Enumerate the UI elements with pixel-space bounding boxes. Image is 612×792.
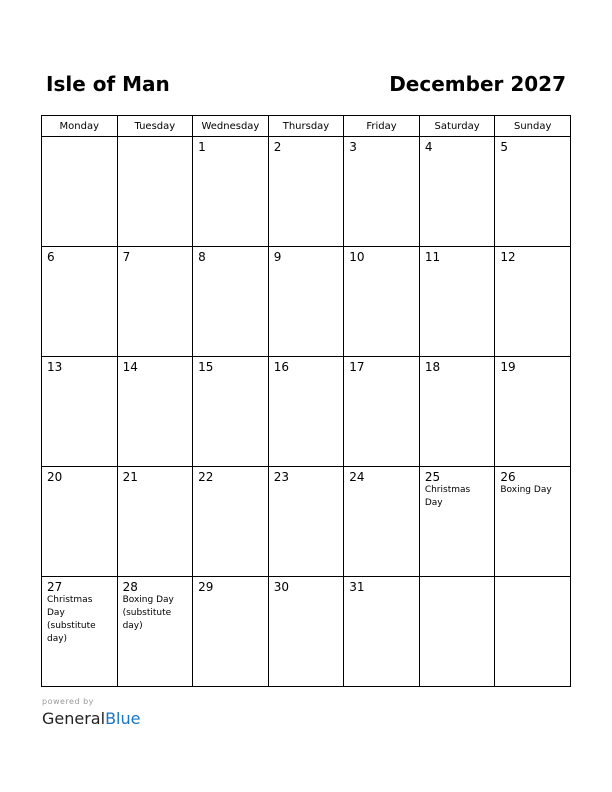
week-row (42, 357, 571, 467)
day-number: 23 (273, 470, 289, 484)
day-number: 28 (122, 580, 138, 594)
weekday-header: Tuesday (117, 116, 193, 137)
day-number: 29 (198, 580, 214, 594)
calendar-grid (41, 115, 571, 687)
footer-branding (42, 697, 140, 729)
day-cell (193, 577, 269, 687)
weekday-header-row (42, 116, 571, 137)
day-cell (117, 137, 193, 247)
weekday-header: Wednesday (193, 116, 269, 137)
day-number: 22 (198, 470, 214, 484)
generalblue-logo[interactable] (42, 709, 140, 729)
brand-general-text: General (42, 709, 106, 728)
day-cell (268, 467, 344, 577)
day-number: 24 (349, 470, 365, 484)
weekday-header: Monday (42, 116, 118, 137)
day-cell (495, 137, 571, 247)
day-number: 1 (198, 140, 206, 154)
day-cell (42, 357, 118, 467)
day-number: 5 (500, 140, 509, 154)
day-number: 19 (500, 360, 516, 374)
day-cell (42, 247, 118, 357)
day-cell (419, 137, 495, 247)
day-number: 18 (424, 360, 441, 374)
day-cell (344, 467, 420, 577)
day-number (42, 137, 117, 140)
day-number: 6 (47, 250, 55, 264)
day-number: 7 (122, 250, 131, 264)
weekday-header: Friday (344, 116, 420, 137)
day-cell (193, 137, 269, 247)
day-number: 3 (349, 140, 357, 154)
day-cell (495, 357, 571, 467)
day-cell (495, 467, 571, 577)
day-cell (344, 577, 420, 687)
weekday-header: Sunday (495, 116, 571, 137)
day-cell (419, 357, 495, 467)
country-title: Isle of Man (46, 72, 170, 96)
week-row (42, 577, 571, 687)
day-cell (268, 577, 344, 687)
day-cell (344, 247, 420, 357)
day-cell (419, 577, 495, 687)
day-cell (268, 357, 344, 467)
day-cell (42, 467, 118, 577)
day-number (118, 137, 193, 140)
weekday-header: Thursday (268, 116, 344, 137)
day-cell (495, 247, 571, 357)
week-row (42, 137, 571, 247)
day-number: 20 (47, 470, 63, 484)
day-number: 21 (122, 470, 138, 484)
day-cell (117, 467, 193, 577)
day-cell (268, 247, 344, 357)
day-number: 16 (273, 360, 289, 374)
holiday-label: Christmas Day (424, 485, 471, 508)
day-number: 26 (500, 470, 516, 484)
day-number: 9 (273, 250, 282, 264)
day-number (495, 577, 570, 580)
day-number: 25 (424, 470, 441, 484)
day-number (420, 577, 495, 580)
day-cell (344, 137, 420, 247)
holiday-label: Boxing Day (substitute day) (122, 595, 174, 631)
day-number: 15 (198, 360, 214, 374)
day-cell (117, 357, 193, 467)
day-cell (117, 577, 193, 687)
day-number: 12 (500, 250, 516, 264)
day-cell (42, 577, 118, 687)
day-number: 2 (273, 140, 282, 154)
day-number: 8 (198, 250, 206, 264)
holiday-label: Boxing Day (500, 485, 552, 495)
holiday-label: Christmas Day (substitute day) (47, 595, 96, 644)
day-cell (117, 247, 193, 357)
day-cell (344, 357, 420, 467)
brand-blue-text: Blue (105, 709, 141, 728)
day-number: 10 (349, 250, 365, 264)
day-number: 14 (122, 360, 138, 374)
month-year-title: December 2027 (389, 72, 566, 96)
day-number: 27 (47, 580, 63, 594)
weekday-header: Saturday (419, 116, 495, 137)
day-cell (193, 247, 269, 357)
day-number: 31 (349, 580, 365, 594)
day-number: 11 (424, 250, 441, 264)
day-cell (193, 467, 269, 577)
day-cell (419, 247, 495, 357)
day-cell (495, 577, 571, 687)
day-number: 13 (47, 360, 63, 374)
day-number: 4 (424, 140, 433, 154)
powered-by-text: powered by (42, 697, 94, 706)
week-row (42, 247, 571, 357)
day-cell (268, 137, 344, 247)
day-cell (419, 467, 495, 577)
day-cell (193, 357, 269, 467)
week-row (42, 467, 571, 577)
day-number: 30 (273, 580, 289, 594)
day-number: 17 (349, 360, 365, 374)
day-cell (42, 137, 118, 247)
